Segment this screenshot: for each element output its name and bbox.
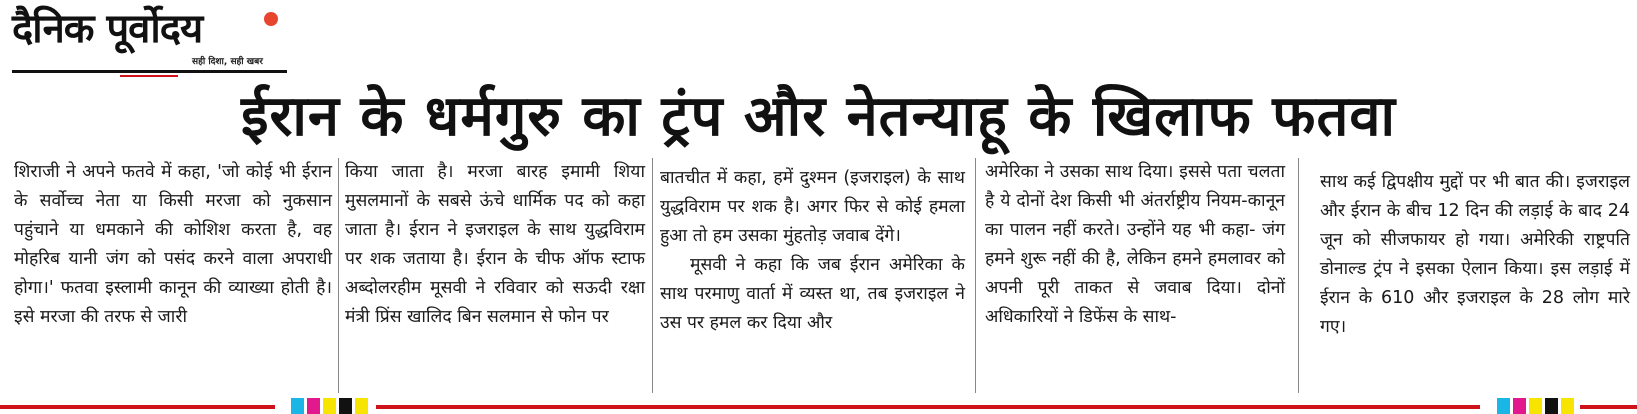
footer-rule xyxy=(1580,405,1637,409)
paragraph: मूसवी ने कहा कि जब ईरान अमेरिका के साथ परमाणु वार्ता में व्यस्त था, तब इजराइल ने उस पर हमल कर दिया और xyxy=(660,255,965,333)
yellow-swatch xyxy=(323,398,336,414)
magenta-swatch xyxy=(307,398,320,414)
paragraph: शिराजी ने अपने फतवे में कहा, 'जो कोई भी ईरान के सर्वोच्च नेता या किसी मरजा को नुकसान पहुंचाने या धमकाने की कोशिश करता है, वह मोहरिब यानी जंग को पसंद करने वाला अपराधी होगा।' फतवा इस्लामी कानून की व्याख्या होती है। इसे मरजा की तरफ से जारी xyxy=(14,162,332,327)
brand-tagline: सही दिशा, सही खबर xyxy=(192,57,263,67)
brand-dot-icon xyxy=(264,12,278,26)
yellow-swatch xyxy=(1529,398,1542,414)
masthead-rule xyxy=(12,70,287,73)
black-swatch xyxy=(1545,398,1558,414)
article-column-5 xyxy=(1320,168,1630,403)
black-swatch xyxy=(339,398,352,414)
yellow-swatch xyxy=(355,398,368,414)
column-divider xyxy=(975,158,976,393)
print-registration-bar xyxy=(0,398,1637,414)
article-column-3 xyxy=(660,164,965,399)
paragraph: साथ कई द्विपक्षीय मुद्दों पर भी बात की। इजराइल और ईरान के बीच 12 दिन की लड़ाई के बाद 24 जून को सीजफायर हो गया। अमेरिकी राष्ट्रपति डोनाल्ड ट्रंप ने इसका ऐलान किया। इस लड़ाई में ईरान के 610 और इजराइल के 28 लोग मारे गए। xyxy=(1320,172,1630,337)
article-column-4 xyxy=(985,158,1285,393)
cyan-swatch xyxy=(1497,398,1510,414)
masthead-accent xyxy=(120,75,178,77)
column-divider xyxy=(338,158,339,393)
paragraph: बातचीत में कहा, हमें दुश्मन (इजराइल) के साथ युद्धविराम पर शक है। अगर फिर से कोई हमला हुआ तो हम उसका मुंहतोड़ जवाब देंगे। xyxy=(660,168,965,246)
footer-rule xyxy=(0,405,275,409)
article-column-1 xyxy=(14,158,332,393)
magenta-swatch xyxy=(1513,398,1526,414)
article-column-2 xyxy=(345,158,645,393)
cyan-swatch xyxy=(291,398,304,414)
paragraph: किया जाता है। मरजा बारह इमामी शिया मुसलमानों के सबसे ऊंचे धार्मिक पद को कहा जाता है। ईरान ने इजराइल के साथ युद्धविराम पर शक जताया है। ईरान के चीफ ऑफ स्टाफ अब्दोलरहीम मूसवी ने रविवार को सऊदी रक्षा मंत्री प्रिंस खालिद बिन सलमान से फोन पर xyxy=(345,162,645,327)
paragraph: अमेरिका ने उसका साथ दिया। इससे पता चलता है ये दोनों देश किसी भी अंतर्राष्ट्रीय नियम-कानून का पालन नहीं करते। उन्होंने यह भी कहा- जंग हमने शुरू नहीं की है, लेकिन हमने हमलावर को अपनी पूरी ताकत से जवाब दिया। दोनों अधिकारियों ने डिफेंस के साथ- xyxy=(985,162,1285,327)
article-headline: ईरान के धर्मगुरु का ट्रंप और नेतन्याहू के खिलाफ फतवा xyxy=(240,84,1397,149)
masthead xyxy=(12,4,287,74)
brand-logo: दैनिक पूर्वोदय xyxy=(12,5,203,52)
footer-rule xyxy=(376,405,1480,409)
column-divider xyxy=(652,158,653,393)
yellow-swatch xyxy=(1561,398,1574,414)
column-divider xyxy=(1298,158,1299,393)
